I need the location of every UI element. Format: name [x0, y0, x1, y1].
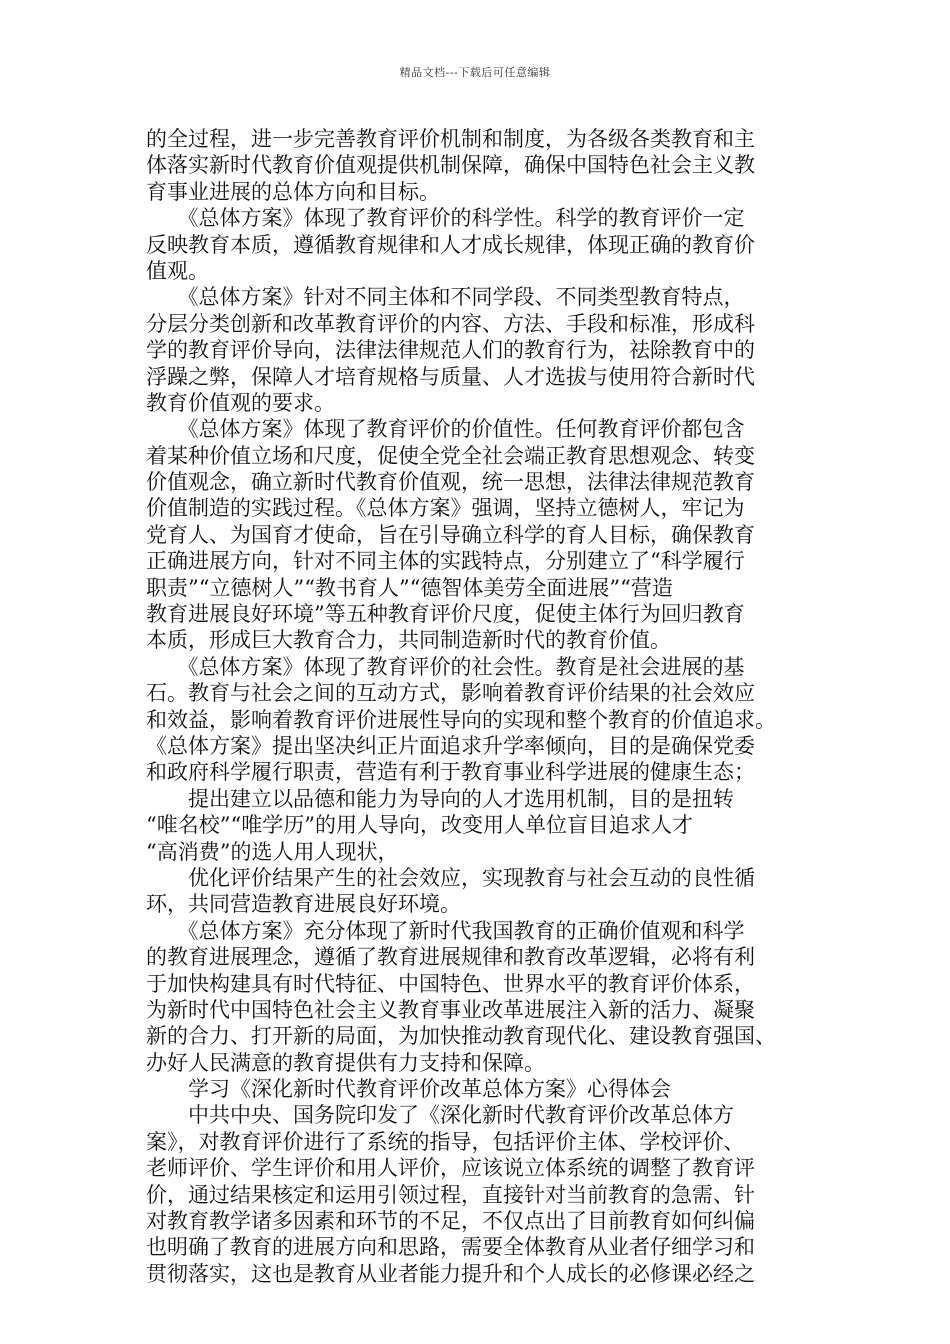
text-line: 贯彻落实，这也是教育从业者能力提升和个人成长的必修课必经之 — [146, 1261, 755, 1286]
text-line: 着某种价值立场和尺度，促使全党全社会端正教育思想观念、转变 — [146, 443, 755, 468]
text-line: 职责”“立德树人”“教书育人”“德智体美劳全面进展”“营造 — [146, 575, 673, 600]
text-line: 优化评价结果产生的社会效应，实现教育与社会互动的良性循 — [146, 865, 755, 890]
text-line: 《总体方案》提出坚决纠正片面追求升学率倾向，目的是确保党委 — [146, 733, 755, 758]
text-line: 环，共同营造教育进展良好环境。 — [146, 892, 461, 917]
text-line: 《总体方案》体现了教育评价的社会性。教育是社会进展的基 — [146, 654, 745, 679]
text-line: 的教育进展理念，遵循了教育进展规律和教育改革逻辑，必将有利 — [146, 945, 755, 970]
text-line: 提出建立以品德和能力为导向的人才选用机制，目的是扭转 — [146, 786, 734, 811]
text-line: 新的合力、打开新的局面，为加快推动教育现代化、建设教育强国、 — [146, 1024, 776, 1049]
text-line: 案》，对教育评价进行了系统的指导，包括评价主体、学校评价、 — [146, 1129, 745, 1154]
text-line: 育事业进展的总体方向和目标。 — [146, 179, 440, 204]
text-line: 《总体方案》体现了教育评价的科学性。科学的教育评价一定 — [146, 206, 745, 231]
text-line: 石。教育与社会之间的互动方式，影响着教育评价结果的社会效应 — [146, 681, 755, 706]
text-line: 教育进展良好环境”等五种教育评价尺度，促使主体行为回归教育 — [146, 602, 745, 627]
text-line: 办好人民满意的教育提供有力支持和保障。 — [146, 1050, 545, 1075]
text-line: 价，通过结果核定和运用引领过程，直接针对当前教育的急需、针 — [146, 1182, 755, 1207]
text-line: 浮躁之弊，保障人才培育规格与质量、人才选拔与使用符合新时代 — [146, 364, 755, 389]
text-line: 学习《深化新时代教育评价改革总体方案》心得体会 — [146, 1077, 671, 1102]
text-line: “高消费”的选人用人现状， — [146, 839, 399, 864]
text-line: 本质，形成巨大教育合力，共同制造新时代的教育价值。 — [146, 628, 671, 653]
text-line: 教育价值观的要求。 — [146, 390, 335, 415]
text-line: 和效益，影响着教育评价进展性导向的实现和整个教育的价值追求。 — [146, 707, 776, 732]
text-line: 价值观念，确立新时代教育价值观，统一思想，法律法律规范教育 — [146, 470, 755, 495]
text-line: 分层分类创新和改革教育评价的内容、方法、手段和标准，形成科 — [146, 311, 755, 336]
text-line: 党育人、为国育才使命，旨在引导确立科学的育人目标，确保教育 — [146, 522, 755, 547]
text-line: 中共中央、国务院印发了《深化新时代教育评价改革总体方 — [146, 1103, 734, 1128]
text-line: 《总体方案》体现了教育评价的价值性。任何教育评价都包含 — [146, 417, 745, 442]
text-line: 《总体方案》针对不同主体和不同学段、不同类型教育特点， — [146, 285, 745, 310]
text-line: 体落实新时代教育价值观提供机制保障，确保中国特色社会主义教 — [146, 153, 755, 178]
text-line: 老师评价、学生评价和用人评价，应该说立体系统的调整了教育评 — [146, 1156, 755, 1181]
text-line: 也明确了教育的进展方向和思路，需要全体教育从业者仔细学习和 — [146, 1235, 755, 1260]
text-line: 的全过程，进一步完善教育评价机制和制度，为各级各类教育和主 — [146, 127, 755, 151]
text-line: “唯名校”“唯学历”的用人导向，改变用人单位盲目追求人才 — [146, 813, 693, 838]
text-line: 《总体方案》充分体现了新时代我国教育的正确价值观和科学 — [146, 918, 745, 943]
text-line: 于加快构建具有时代特征、中国特色、世界水平的教育评价体系， — [146, 971, 755, 996]
document-body — [146, 126, 830, 1287]
text-line: 反映教育本质，遵循教育规律和人才成长规律，体现正确的教育价 — [146, 232, 755, 257]
text-line: 学的教育评价导向，法律法律规范人们的教育行为，祛除教育中的 — [146, 338, 755, 363]
text-line: 值观。 — [146, 258, 209, 283]
text-line: 价值制造的实践过程。《总体方案》强调，坚持立德树人，牢记为 — [146, 496, 745, 521]
text-line: 和政府科学履行职责，营造有利于教育事业科学进展的健康生态； — [146, 760, 755, 785]
page-header: 精品文档---下载后可任意编辑 — [399, 66, 551, 79]
text-line: 对教育教学诸多因素和环节的不足，不仅点出了目前教育如何纠偏 — [146, 1209, 755, 1234]
text-line: 为新时代中国特色社会主义教育事业改革进展注入新的活力、凝聚 — [146, 997, 755, 1022]
text-line: 正确进展方向，针对不同主体的实践特点，分别建立了“科学履行 — [146, 549, 745, 574]
